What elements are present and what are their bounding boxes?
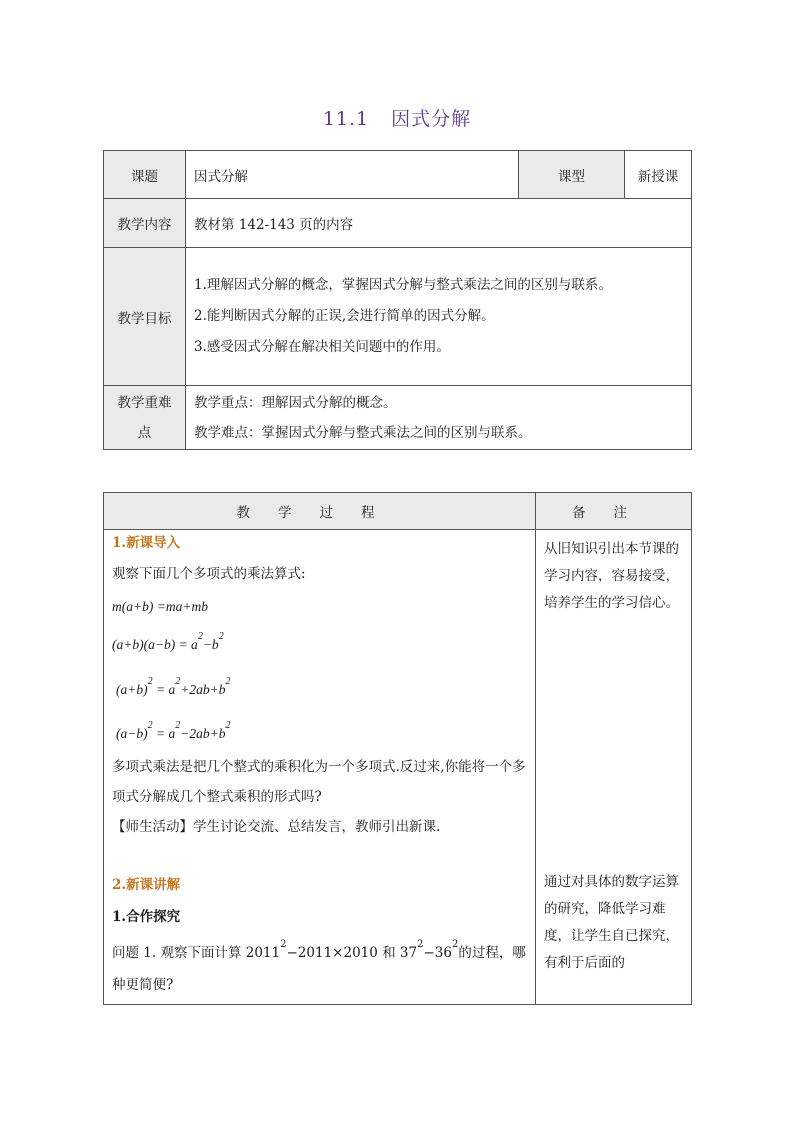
subsection-title: 1.合作探究 (112, 909, 181, 925)
goals-cell (186, 248, 692, 386)
keypoint-item: 教学难点：掌握因式分解与整式乘法之间的区别与联系。 (194, 424, 532, 441)
process-content (104, 530, 536, 1005)
question-1: 问题 1. 观察下面计算 $2011^2-2011\times 2010$ 和 $37^2-36^2$的过程，哪种更简便? (112, 939, 526, 993)
lesson-number: 11.1 (322, 108, 370, 130)
lesson-title (0, 104, 794, 131)
goal-item: 1.理解因式分解的概念，掌握因式分解与整式乘法之间的区别与联系。 (194, 277, 612, 293)
type-value: 新授课 (625, 151, 692, 199)
goal-item: 3.感受因式分解在解决相关问题中的作用。 (194, 339, 450, 355)
notes-header: 备注 (536, 493, 692, 530)
formula-2: $(a+b)(a-b) = a^2-b^2$ (112, 631, 224, 652)
section-title: 2.新课讲解 (112, 877, 181, 893)
type-label: 课型 (519, 151, 625, 199)
note-1: 从旧知识引出本节课的学习内容，容易接受，培养学生的学习信心。 (544, 541, 679, 611)
notes-cell (536, 530, 692, 1005)
paragraph-text: 多项式乘法是把几个整式的乘积化为一个多项式.反过来,你能将一个多项式分解成几个整式乘积的形式吗? (112, 759, 526, 805)
topic-value: 因式分解 (186, 151, 519, 199)
note-2: 通过对具体的数字运算的研究，降低学习难度，让学生自已探究，有利于后面的 (544, 874, 679, 971)
formula-1: m(a+b) =ma+mb (112, 599, 208, 614)
topic-label: 课题 (104, 151, 186, 199)
process-header: 教学过程 (104, 493, 536, 530)
keypoints-cell (186, 386, 692, 450)
content-value: 教材第 142-143 页的内容 (186, 199, 692, 248)
intro-text: 观察下面几个多项式的乘法算式: (112, 566, 306, 582)
formula-3: $(a+b)^2 = a^2+2ab+b^2$ (116, 676, 231, 697)
lesson-name: 因式分解 (391, 108, 472, 130)
teaching-process-table (103, 492, 692, 1005)
content-label: 教学内容 (104, 199, 186, 248)
formula-4: $(a-b)^2 = a^2-2ab+b^2$ (116, 720, 231, 741)
section-title: 1.新课导入 (112, 535, 181, 551)
lesson-info-table (103, 150, 692, 450)
activity-text: 【师生活动】学生讨论交流、总结发言，教师引出新课. (112, 819, 441, 835)
goal-item: 2.能判断因式分解的正误,会进行简单的因式分解。 (194, 308, 495, 324)
goals-label: 教学目标 (104, 248, 186, 386)
keypoints-label: 教学重难点 (104, 386, 186, 450)
keypoint-item: 教学重点：理解因式分解的概念。 (194, 394, 397, 411)
